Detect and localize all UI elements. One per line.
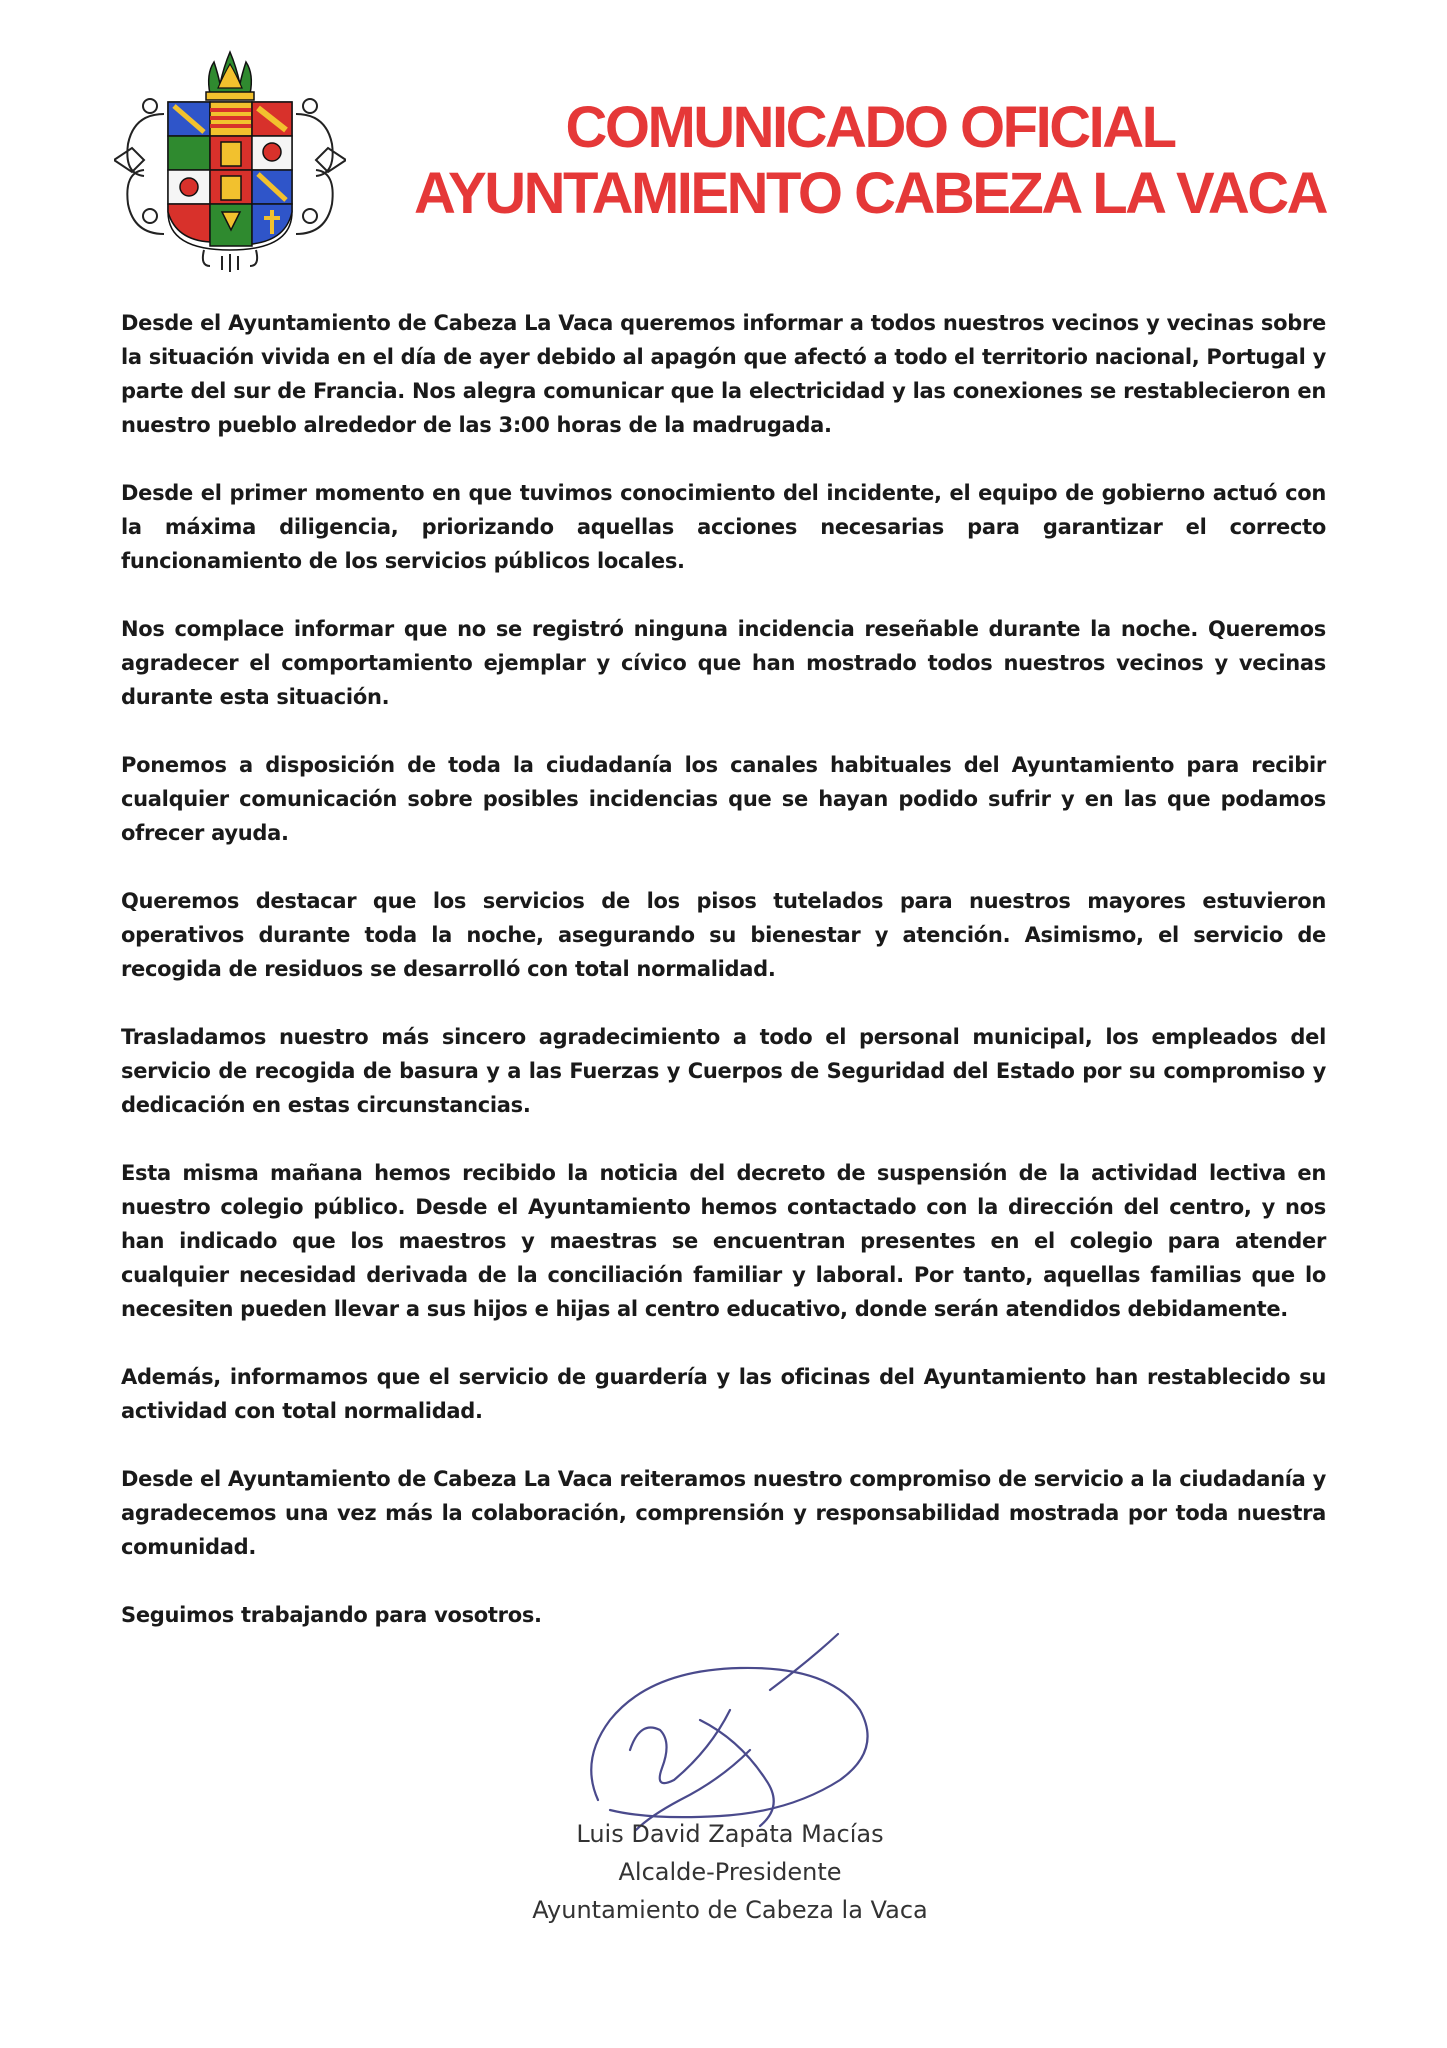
document-title	[370, 95, 1370, 227]
paragraph-services-operational: Queremos destacar que los servicios de los pisos tutelados para nuestros mayores estuvieron operativos durante toda la noche, asegurando su bienestar y atención. Asimismo, el servicio de recogida de residuos se desarrolló con total normalidad.	[121, 889, 1326, 981]
title-line-1: COMUNICADO OFICIAL	[565, 95, 1175, 160]
paragraph-closing: Seguimos trabajando para vosotros.	[121, 1603, 542, 1627]
paragraph-commitment: Desde el Ayuntamiento de Cabeza La Vaca reiteramos nuestro compromiso de servicio a la ciudadanía y agradecemos una vez más la colaboración, comprensión y responsabilidad mostrada por toda nuestra comunidad.	[121, 1467, 1326, 1559]
paragraph-daycare-offices: Además, informamos que el servicio de guardería y las oficinas del Ayuntamiento han restablecido su actividad con total normalidad.	[121, 1365, 1326, 1423]
statement-body	[121, 306, 1326, 1666]
signatory-block	[430, 1815, 1030, 1929]
paragraph-contact-channels: Ponemos a disposición de toda la ciudadanía los canales habituales del Ayuntamiento para recibir cualquier comunicación sobre posibles incidencias que se hayan podido sufrir y en las que podamos ofrecer ayuda.	[121, 753, 1326, 845]
paragraph-school-suspension: Esta misma mañana hemos recibido la noticia del decreto de suspensión de la actividad lectiva en nuestro colegio público. Desde el Ayuntamiento hemos contactado con la dirección del centro, y nos han indicado que los maestros y maestras se encuentran presentes en el colegio para atender cualquier necesidad derivada de la conciliación familiar y laboral. Por tanto, aquellas familias que lo necesiten pueden llevar a sus hijos e hijas al centro educativo, donde serán atendidos debidamente.	[121, 1161, 1326, 1321]
signatory-role: Alcalde-Presidente	[618, 1858, 842, 1886]
paragraph-government-response: Desde el primer momento en que tuvimos conocimiento del incidente, el equipo de gobierno actuó con la máxima diligencia, priorizando aquellas acciones necesarias para garantizar el correcto funcionamiento de los servicios públicos locales.	[121, 481, 1326, 573]
title-line-2: AYUNTAMIENTO CABEZA LA VACA	[413, 161, 1327, 226]
signatory-name: Luis David Zapata Macías	[576, 1820, 884, 1848]
paragraph-no-incidents: Nos complace informar que no se registró ninguna incidencia reseñable durante la noche. Queremos agradecer el comportamiento ejemplar y cívico que han mostrado todos nuestros vecinos y vecinas durante esta situación.	[121, 617, 1326, 709]
coat-of-arms-icon	[114, 44, 346, 272]
crest-crown	[206, 52, 254, 100]
paragraph-power-restored: Desde el Ayuntamiento de Cabeza La Vaca queremos informar a todos nuestros vecinos y vecinas sobre la situación vivida en el día de ayer debido al apagón que afectó a todo el territorio nacional, Portugal y parte del sur de Francia. Nos alegra comunicar que la electricidad y las conexiones se restablecieron en nuestro pueblo alrededor de las 3:00 horas de la madrugada.	[121, 311, 1326, 437]
paragraph-gratitude: Trasladamos nuestro más sincero agradecimiento a todo el personal municipal, los empleados del servicio de recogida de basura y a las Fuerzas y Cuerpos de Seguridad del Estado por su compromiso y dedicación en estas circunstancias.	[121, 1025, 1326, 1117]
crest-shield	[168, 102, 292, 250]
signatory-institution: Ayuntamiento de Cabeza la Vaca	[532, 1896, 928, 1924]
